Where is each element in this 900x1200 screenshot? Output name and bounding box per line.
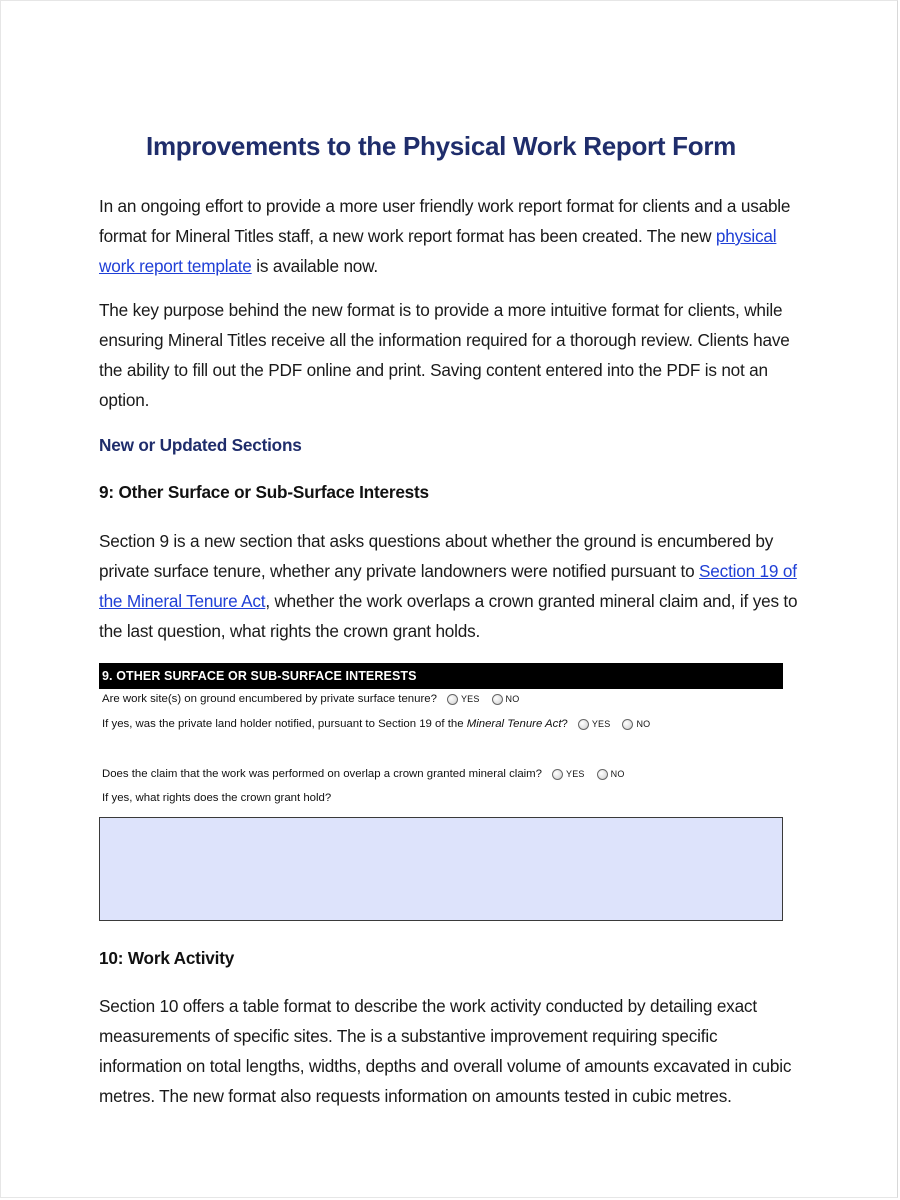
- yes-label: YES: [591, 719, 611, 729]
- question-1-text: Are work site(s) on ground encumbered by private surface tenure?: [102, 693, 437, 705]
- crown-grant-rights-textarea[interactable]: [99, 817, 783, 921]
- section10-paragraph: Section 10 offers a table format to describe the work activity conducted by detailing exact measurements of specific sites. The is a substantive improvement requiring specific information on total lengths, widths, depths and overall volume of amounts excavated in cubic metres. The new format also requests information on amounts tested in cubic metres.: [99, 996, 792, 1106]
- yes-label: YES: [566, 769, 585, 779]
- section10-heading: 10: Work Activity: [99, 948, 235, 968]
- q3-yes-radio[interactable]: [552, 769, 585, 780]
- section9-text: Section 9 is a new section that asks questions about whether the ground is encumbered by private surface tenure, whether any private landowners were notified pursuant to: [99, 531, 774, 581]
- q1-yes-radio[interactable]: [447, 694, 480, 705]
- intro-text-end: is available now.: [251, 256, 379, 276]
- section9-text-end: , whether the work overlaps a crown granted mineral claim and, if yes to the last question, what rights the crown grant holds.: [99, 591, 798, 641]
- radio-circle-icon: [492, 694, 503, 705]
- no-label: NO: [636, 719, 651, 729]
- radio-circle-icon: [622, 719, 633, 730]
- yes-label: YES: [460, 694, 480, 704]
- purpose-paragraph: The key purpose behind the new format is to provide a more intuitive format for clients, while ensuring Mineral Titles receive all the information required for a thorough review. Clients have the ability to fill out the PDF online and print. Saving content entered into the PDF is not an option.: [99, 300, 790, 410]
- intro-text: In an ongoing effort to provide a more user friendly work report format for clients and a usable format for Mineral Titles staff, a new work report format has been created. The new: [99, 196, 791, 246]
- radio-circle-icon: [552, 769, 563, 780]
- section9-paragraph: [99, 526, 799, 646]
- physical-work-report-template-link[interactable]: physical work report template: [99, 226, 777, 276]
- intro-paragraph: [99, 191, 799, 281]
- no-label: NO: [505, 694, 520, 704]
- page-title: Improvements to the Physical Work Report Form: [146, 131, 736, 161]
- form-question-2: [102, 718, 662, 730]
- form-question-3: [102, 768, 637, 780]
- form-question-1: [102, 693, 531, 705]
- question-3-text: Does the claim that the work was performed on overlap a crown granted mineral claim?: [102, 768, 543, 780]
- question-2-text-start: If yes, was the private land holder notified, pursuant to Section 19 of the: [102, 718, 467, 730]
- q1-no-radio[interactable]: [492, 694, 520, 705]
- form-section-header: 9. OTHER SURFACE OR SUB-SURFACE INTERESTS: [99, 663, 783, 689]
- mineral-tenure-act-link[interactable]: Section 19 of the Mineral Tenure Act: [99, 561, 797, 611]
- q3-no-radio[interactable]: [597, 769, 625, 780]
- radio-circle-icon: [578, 719, 589, 730]
- radio-circle-icon: [597, 769, 608, 780]
- mineral-tenure-act-italic: Mineral Tenure Act: [466, 718, 562, 730]
- q2-yes-radio[interactable]: [578, 719, 611, 730]
- new-updated-sections-heading: New or Updated Sections: [99, 435, 302, 455]
- form-question-4: [102, 792, 341, 804]
- radio-circle-icon: [447, 694, 458, 705]
- no-label: NO: [610, 769, 625, 779]
- q2-no-radio[interactable]: [622, 719, 650, 730]
- section9-heading: 9: Other Surface or Sub-Surface Interests: [99, 482, 429, 502]
- question-2-text-end: ?: [561, 718, 568, 730]
- question-4-text: If yes, what rights does the crown grant hold?: [102, 792, 332, 804]
- question-2-text: [102, 718, 568, 730]
